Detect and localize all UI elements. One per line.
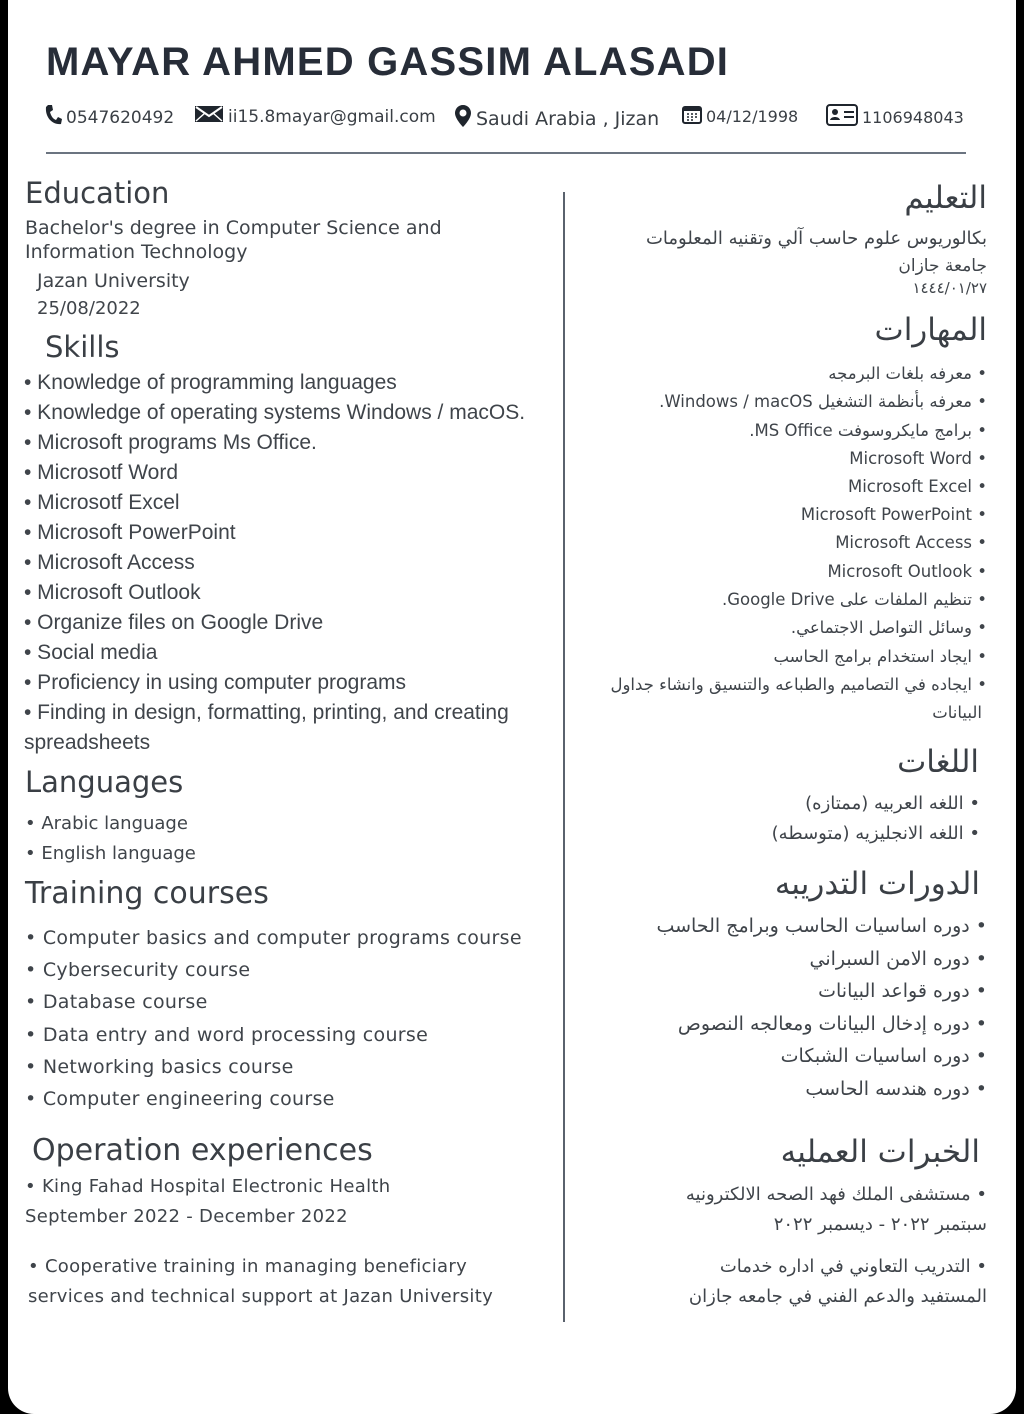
language-item-ar: • اللغه الانجليزيه (متوسطه)	[771, 823, 980, 844]
experience-heading-ar: الخبرات العمليه	[780, 1134, 980, 1170]
education-university-en: Jazan University	[37, 270, 190, 292]
language-item: • Arabic language	[25, 813, 188, 834]
skill-item-ar: • برامج مايكروسوفت MS Office.	[749, 421, 987, 440]
education-date-ar: ١٤٤٤/٠١/٢٧	[912, 279, 987, 297]
experience-dates-ar: سبتمبر ٢٠٢٢ - ديسمبر ٢٠٢٢	[773, 1214, 987, 1235]
training-item: • Computer basics and computer programs course	[25, 927, 522, 949]
training-heading-en: Training courses	[25, 876, 269, 911]
education-degree-line1-en: Bachelor's degree in Computer Science and	[25, 217, 442, 239]
skill-item: • Finding in design, formatting, printing, and creating	[24, 701, 509, 724]
languages-heading-en: Languages	[25, 765, 184, 799]
location-pin-icon	[454, 104, 472, 133]
skill-item: • Microsoft Access	[24, 551, 195, 574]
phone-contact	[44, 104, 174, 131]
education-university-ar: جامعة جازان	[898, 256, 987, 276]
skills-heading-en: Skills	[45, 330, 120, 364]
id-contact	[826, 104, 964, 130]
training-item-ar: • دوره الامن السبراني	[809, 948, 987, 970]
skill-item-ar: • معرفه بلغات البرمجه	[828, 364, 987, 383]
experience-item: • King Fahad Hospital Electronic Health	[25, 1176, 391, 1197]
phone-number: 0547620492	[66, 107, 175, 128]
skill-item-ar: البيانات	[932, 703, 982, 722]
languages-heading-ar: اللغات	[897, 744, 979, 780]
experience-item-ar: • مستشفى الملك فهد الصحه الالكترونيه	[685, 1184, 987, 1205]
skill-item: • Microsoft Outlook	[24, 581, 201, 604]
birthdate-text: 04/12/1998	[706, 106, 799, 126]
education-heading-ar: التعليم	[904, 180, 987, 216]
column-divider	[563, 192, 565, 1322]
location-text: Saudi Arabia , Jizan	[476, 107, 660, 130]
skill-item-ar: • Microsoft Word	[849, 449, 987, 468]
training-item: • Data entry and word processing course	[25, 1024, 429, 1046]
skill-item-ar: • ايجاد استخدام برامج الحاسب	[773, 647, 987, 666]
skill-item-ar: • Microsoft Access	[835, 533, 987, 552]
language-item: • English language	[25, 843, 196, 864]
training-item-ar: • دوره قواعد البيانات	[818, 980, 987, 1002]
education-degree-ar: بكالوريوس علوم حاسب آلي وتقنيه المعلومات	[645, 228, 987, 249]
skill-item: • Knowledge of programming languages	[24, 371, 397, 394]
training-item-ar: • دوره إدخال البيانات ومعالجه النصوص	[677, 1013, 987, 1035]
skill-item: • Microsotf Excel	[24, 491, 180, 514]
header-divider	[46, 152, 966, 154]
mail-icon	[194, 104, 224, 129]
email-contact	[194, 104, 436, 129]
experience-item: • Cooperative training in managing beneficiary	[28, 1256, 468, 1277]
training-item: • Networking basics course	[25, 1056, 294, 1078]
full-name: MAYAR AHMED GASSIM ALASADI	[46, 40, 730, 84]
id-number: 1106948043	[862, 107, 964, 127]
skill-item: • Proficiency in using computer programs	[24, 671, 407, 694]
training-item: • Computer engineering course	[25, 1088, 335, 1110]
skill-item-ar: • تنظيم الملفات على Google Drive.	[721, 590, 987, 609]
training-heading-ar: الدورات التدريبه	[774, 866, 980, 902]
location-contact	[454, 104, 659, 133]
skill-item-ar: • وسائل التواصل الاجتماعي.	[790, 618, 987, 637]
skill-item: • Microsoft PowerPoint	[24, 521, 236, 544]
experience-heading-en: Operation experiences	[32, 1133, 373, 1168]
training-item-ar: • دوره اساسيات الشبكات	[780, 1045, 987, 1067]
email-address: ii15.8mayar@gmail.com	[228, 106, 436, 127]
skill-item: • Knowledge of operating systems Windows / macOS.	[24, 401, 526, 424]
skill-item-ar: • Microsoft Outlook	[827, 562, 987, 581]
birthdate-contact	[682, 104, 798, 128]
skill-item: spreadsheets	[24, 731, 151, 754]
id-card-icon	[826, 104, 858, 130]
resume-page	[8, 0, 1016, 1414]
skill-item-ar: • Microsoft Excel	[847, 477, 987, 496]
contact-bar	[44, 100, 974, 134]
skill-item: • Organize files on Google Drive	[24, 611, 324, 634]
calendar-icon	[682, 104, 702, 128]
skill-item-ar: • Microsoft PowerPoint	[800, 505, 987, 524]
skill-item: • Microsoft programs Ms Office.	[24, 431, 317, 454]
training-item: • Database course	[25, 991, 208, 1013]
experience-item-ar: • التدريب التعاوني في اداره خدمات	[719, 1256, 987, 1277]
training-item-ar: • دوره هندسه الحاسب	[805, 1078, 987, 1100]
training-item: • Cybersecurity course	[25, 959, 251, 981]
education-heading-en: Education	[25, 176, 170, 210]
education-date-en: 25/08/2022	[37, 298, 141, 319]
education-degree-line2-en: Information Technology	[25, 241, 248, 263]
skill-item: • Social media	[24, 641, 158, 664]
experience-item-ar: المستفيد والدعم الفني في جامعه جازان	[688, 1286, 987, 1307]
training-item-ar: • دوره اساسيات الحاسب وبرامج الحاسب	[656, 915, 987, 937]
experience-dates: September 2022 - December 2022	[25, 1206, 348, 1227]
skill-item-ar: • ايجاده في التصاميم والطباعه والتنسيق وانشاء جداول	[610, 675, 987, 694]
skill-item-ar: • معرفه بأنظمة التشغيل Windows / macOS.	[659, 392, 987, 411]
experience-item: services and technical support at Jazan University	[28, 1286, 494, 1307]
skill-item: • Microsotf Word	[24, 461, 178, 484]
skills-heading-ar: المهارات	[874, 312, 987, 348]
phone-icon	[44, 104, 62, 131]
language-item-ar: • اللغه العربيه (ممتازه)	[805, 793, 980, 814]
